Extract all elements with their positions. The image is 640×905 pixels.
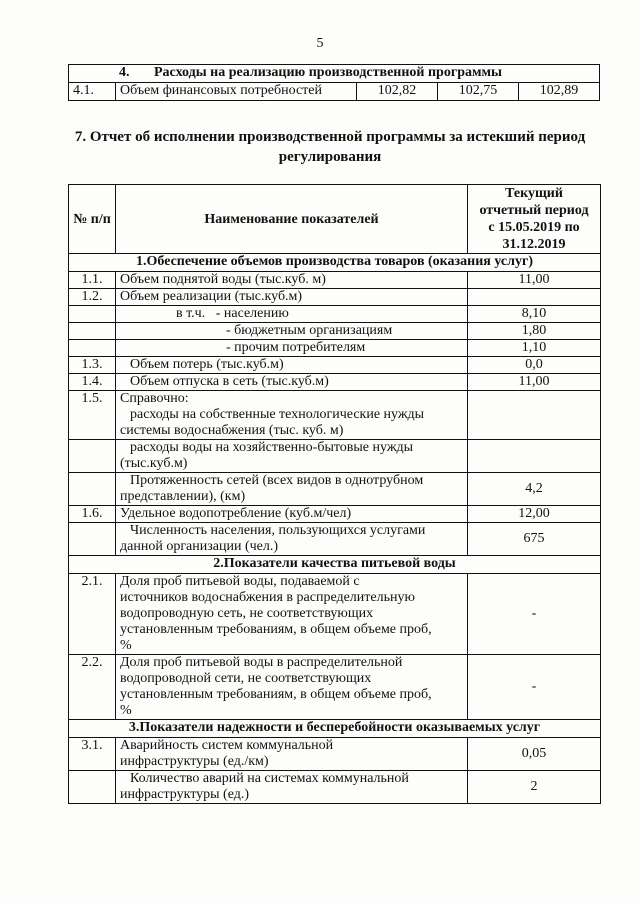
row-name-line: Численность населения, пользующихся услугами [130,523,426,538]
section-label: Расходы на реализацию производственной программы [154,65,502,80]
row-name: - прочим потребителям [116,340,468,357]
header-period-line: с 15.05.2019 по [488,220,580,235]
table-row [69,771,601,804]
table-row [69,506,601,523]
row-number: 2.1. [69,574,116,655]
row-number: 4.1. [69,83,116,101]
row-name-line: Справочно: [120,391,189,406]
row-name-line: представлении), (км) [120,489,246,504]
table-row [69,65,600,83]
row-name [116,391,468,440]
row-name-line: водопроводной сети, не соответствующих [120,671,372,686]
row-number: 1.3. [69,357,116,374]
row-number: 3.1. [69,738,116,771]
row-name: - бюджетным организациям [116,323,468,340]
page-number: 5 [316,36,324,51]
row-name-line: Аварийность систем коммунальной [120,738,334,753]
row-number: 1.1. [69,272,116,289]
row-name [116,440,468,473]
table-row [69,83,600,101]
header-period-line: 31.12.2019 [502,237,566,252]
row-name-line: расходы воды на хозяйственно-бытовые нужды [130,440,414,455]
row-name-line: установленным требованиям, в общем объеме проб, [120,622,432,637]
row-name [116,771,468,804]
row-number [69,306,116,323]
section-title: 1.Обеспечение объемов производства товаров (оказания услуг) [69,254,601,272]
table-row [69,323,601,340]
header-period [468,185,601,254]
row-value-1: 102,82 [357,83,438,101]
row-value: 2 [468,771,601,804]
row-name-line: инфраструктуры (ед./км) [120,754,269,769]
header-num: № п/п [69,185,116,254]
row-number [69,340,116,357]
row-name-line: % [120,703,132,718]
section-title [69,65,600,83]
table-row [69,340,601,357]
report-heading [60,127,600,167]
section-row [69,720,601,738]
header-period-line: отчетный период [479,203,589,218]
row-number [69,771,116,804]
row-number [69,523,116,556]
header-period-line: Текущий [505,186,563,201]
row-value: 4,2 [468,473,601,506]
row-value: - [468,655,601,720]
section-title: 3.Показатели надежности и бесперебойности оказываемых услуг [69,720,601,738]
row-name: Объем реализации (тыс.куб.м) [116,289,468,306]
row-number [69,473,116,506]
row-name: Объем финансовых потребностей [116,83,357,101]
row-value: 0,05 [468,738,601,771]
row-name: Объем поднятой воды (тыс.куб. м) [116,272,468,289]
row-name: Объем отпуска в сеть (тыс.куб.м) [116,374,468,391]
row-name-line: Протяженность сетей (всех видов в однотрубном [130,473,424,488]
row-number: 1.6. [69,506,116,523]
row-value: 0,0 [468,357,601,374]
row-name [116,655,468,720]
row-name: в т.ч. - населению [116,306,468,323]
row-name-line: (тыс.куб.м) [120,456,188,471]
row-value: 675 [468,523,601,556]
section-number: 4. [119,65,130,80]
row-number [69,323,116,340]
table-header [69,185,601,254]
row-name [116,738,468,771]
row-name [116,523,468,556]
row-number: 2.2. [69,655,116,720]
row-value: 1,80 [468,323,601,340]
report-table [68,184,601,804]
row-name-line: данной организации (чел.) [120,539,279,554]
table-row [69,440,601,473]
row-name-line: источников водоснабжения в распределительную [120,590,415,605]
row-name-line: расходы на собственные технологические нужды [130,407,425,422]
row-value-3: 102,89 [519,83,600,101]
row-name-line: % [120,638,132,653]
row-name [116,473,468,506]
row-value: 12,00 [468,506,601,523]
row-number: 1.5. [69,391,116,440]
row-name: Удельное водопотребление (куб.м/чел) [116,506,468,523]
header-name: Наименование показателей [116,185,468,254]
heading-line-1: 7. Отчет об исполнении производственной программы за истекший период [74,129,586,145]
row-number: 1.2. [69,289,116,306]
section-row [69,254,601,272]
table-row [69,391,601,440]
row-name-line: системы водоснабжения (тыс. куб. м) [120,423,344,438]
row-value-2: 102,75 [438,83,519,101]
row-name [116,574,468,655]
row-number [69,440,116,473]
table-row [69,272,601,289]
table-row [69,473,601,506]
table-row [69,306,601,323]
heading-line-2: регулирования [278,149,382,165]
row-name-line: Доля проб питьевой воды, подаваемой с [120,574,360,589]
table-row [69,655,601,720]
row-value: - [468,574,601,655]
row-value: 11,00 [468,374,601,391]
table-row [69,374,601,391]
row-name-line: установленным требованиям, в общем объеме проб, [120,687,432,702]
row-value: 8,10 [468,306,601,323]
table-row [69,738,601,771]
table-row [69,357,601,374]
table-row [69,289,601,306]
row-name: Объем потерь (тыс.куб.м) [116,357,468,374]
section-title: 2.Показатели качества питьевой воды [69,556,601,574]
table-row [69,523,601,556]
section-row [69,556,601,574]
row-value [468,289,601,306]
row-value [468,391,601,440]
row-value [468,440,601,473]
top-table [68,64,600,101]
row-name-line: водопроводную сеть, не соответствующих [120,606,374,621]
row-value: 11,00 [468,272,601,289]
row-name-line: инфраструктуры (ед.) [120,787,250,802]
table-row [69,574,601,655]
row-number: 1.4. [69,374,116,391]
row-name-line: Количество аварий на системах коммунальной [130,771,409,786]
row-name-line: Доля проб питьевой воды в распределительной [120,655,403,670]
row-value: 1,10 [468,340,601,357]
